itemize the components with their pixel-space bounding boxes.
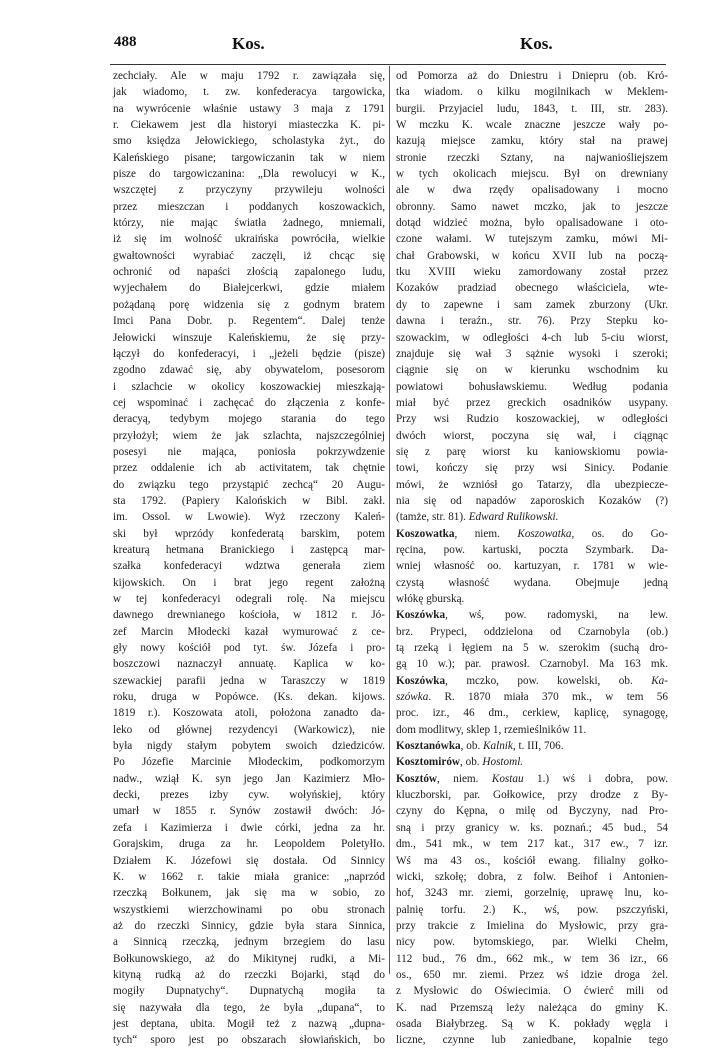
text-segment: którzy, nie mając światła żadnego, mniemali,	[113, 217, 385, 230]
text-line	[396, 951, 668, 967]
text-segment: chał Grabowski, w końcu XVII lub na począ-	[396, 249, 668, 262]
text-segment: powiatowi bohusławskiemu. Według podania	[396, 380, 668, 393]
text-line	[113, 493, 385, 509]
text-line	[113, 330, 385, 346]
text-line	[396, 231, 668, 247]
text-segment: sną i przy granicy w. ks. poznań.; 45 bud., 54	[396, 821, 668, 834]
column-divider	[389, 66, 390, 974]
text-segment: liczne, czynne lub zaniedbane, kopalnie tego	[396, 1034, 668, 1047]
text-segment: posesyi nie mająca, poniosła pokrzywdzenie	[113, 445, 385, 458]
text-segment: tych“ sporo jest po obszarach słowiańskich, bo	[113, 1034, 385, 1047]
text-line	[113, 918, 385, 934]
header-rule	[110, 64, 666, 65]
text-segment: r. Ciekawem jest dla historyi miasteczka K. pi-	[113, 119, 385, 132]
text-segment: wniej własność oo. kartuzyan, r. 1781 w wie-	[396, 560, 668, 573]
text-segment: mogiły Dupnatychy“. Dupnatychą mogiła ta	[113, 985, 385, 998]
text-segment: przez mieszczan i poddanych koszowackich,	[113, 200, 385, 213]
text-segment: cej wspominać i zachęcać do złączenia z konfe-	[113, 396, 385, 409]
text-segment: dm., 541 mk., w tem 217 kat., 317 ew., 7 izr.	[396, 838, 668, 851]
text-line	[113, 117, 385, 133]
text-segment: leko od głównej rezydencyi (Warkowicz), nie	[113, 723, 385, 736]
text-segment: kreaturą hetmana Branickiego i zastępcą mar-	[113, 543, 385, 556]
text-segment: Działem K. Józefowi się dostała. Od Sinnicy	[113, 854, 385, 867]
text-line	[113, 215, 385, 231]
text-line	[113, 477, 385, 493]
text-segment: nicy pow. bytomskiego, par. Wielki Chełm,	[396, 936, 668, 949]
entry-headword: Koszowatka	[396, 527, 455, 540]
text-line	[396, 411, 668, 427]
text-line	[113, 231, 385, 247]
text-line	[113, 722, 385, 738]
text-segment: dotąd widzieć można, było opalisadowane i oto-	[396, 217, 668, 230]
text-segment: dwóch wiorst, poczyna się wał, i ciągnąc	[396, 429, 668, 442]
text-line	[396, 803, 668, 819]
text-line	[113, 754, 385, 770]
text-line	[396, 575, 668, 591]
text-segment: os., 650 mr. ziemi. Przez wś idzie droga żel.	[396, 968, 668, 981]
text-line	[113, 607, 385, 623]
text-segment: jak wiadomo, t. zw. konfederacya targowicka,	[113, 86, 385, 99]
text-line	[396, 967, 668, 983]
text-segment: ochronić od napaści złością zapalonego ludu,	[113, 266, 385, 279]
text-line	[113, 787, 385, 803]
text-segment: miał być przez greckich osadników usypany.	[396, 396, 668, 409]
text-line	[113, 297, 385, 313]
text-segment: czystą własność wydana. Obejmuje jedną	[396, 576, 668, 589]
entry-headword: Kosztomirów	[396, 756, 461, 769]
text-line	[396, 869, 668, 885]
text-segment: sta 1792. (Papiery Kalońskich w Bibl. zakł.	[113, 494, 385, 507]
text-line	[396, 215, 668, 231]
text-line	[396, 395, 668, 411]
text-segment: przyłożył; wiem że jak szlachta, najszczególniej	[113, 429, 385, 442]
text-line	[113, 150, 385, 166]
text-segment: 1819 r.). Koszowata atoli, położona zanadto da-	[113, 707, 385, 720]
text-segment: zechciały. Ale w maju 1792 r. zawiązała się,	[113, 70, 385, 82]
text-segment: , os. do Go-	[571, 527, 668, 540]
text-line	[113, 248, 385, 264]
text-line	[396, 150, 668, 166]
text-segment: Bołkunowskiego, aż do Mikitynej rudki, a Mi-	[113, 952, 385, 965]
text-segment: jest deptana, ubita. Mogił też z nazwą „dupna-	[113, 1017, 385, 1030]
author-signature: Edward Rulikowski.	[468, 511, 559, 524]
text-segment: od Pomorza aż do Dniestru i Dniepru (ob. Kró-	[396, 70, 668, 82]
text-segment: włókę gburską.	[396, 593, 465, 605]
text-line	[396, 526, 668, 542]
text-segment: osada Białybrzeg. Są w K. pokłady węgla i	[396, 1017, 668, 1030]
text-segment: smo księdza Jełowickiego, scholastyka żyt., do	[113, 135, 385, 148]
text-segment: wyjechałem do Białejcerkwi, gdzie miałem	[113, 282, 385, 295]
text-segment: znajduje się wał 3 sążnie wysoki i szeroki;	[396, 347, 668, 360]
entry-headword: Kosztanówka	[396, 740, 461, 753]
text-line	[113, 411, 385, 427]
text-segment: rzeczką Bołkunem, jak się ma w sobio, zo	[113, 887, 385, 900]
text-segment: tą rzeką i łęgiem na 5 w. szerokim (suchą dro-	[396, 642, 668, 655]
text-segment: boszczowi naznaczył annuatę. Kaplica w ko-	[113, 658, 385, 671]
text-line	[396, 656, 668, 672]
text-line	[113, 379, 385, 395]
text-line	[396, 280, 668, 296]
text-line	[113, 705, 385, 721]
text-line	[396, 248, 668, 264]
text-line	[396, 297, 668, 313]
text-segment: stronie rzeczki Sztany, na najwaniośliejszem	[396, 151, 668, 164]
text-segment: zgodno zdawać się, aby obywatelom, posesorom	[113, 364, 385, 377]
text-line	[113, 280, 385, 296]
text-segment: kluczborski, par. Gołkowice, przy drodze z By-	[396, 789, 668, 802]
text-segment: dom modlitwy, sklep 1, rzemieślników 11.	[396, 723, 587, 736]
text-line	[396, 1016, 668, 1032]
text-segment: pożądaną porę widzenia się z godnym bratem	[113, 298, 385, 311]
text-line	[396, 133, 668, 149]
text-segment: gły nowy kościół pod tyt. św. Józefa i pro-	[113, 642, 385, 655]
text-segment: , wś, pow. radomyski, na lew.	[445, 609, 668, 622]
text-segment: szowackim, w odległości 4-ch lub 5-ciu wiorst,	[396, 331, 668, 344]
text-segment: roku, druga w Popówce. (Ks. dekan. kijows.	[113, 691, 385, 704]
text-segment: , ob.	[460, 756, 483, 769]
text-line	[396, 166, 668, 182]
text-segment: gwałtowności wyrabiać zaczęli, iż chcąc się	[113, 249, 385, 262]
text-line	[396, 477, 668, 493]
text-segment: się z parę wiorst ku kaniowskiomu powia-	[396, 445, 668, 458]
text-segment: Kalnik	[483, 740, 513, 753]
text-segment: tku XVIII wieku zamordowany został przez	[396, 266, 668, 279]
text-segment: , ob.	[460, 740, 484, 753]
text-line	[113, 853, 385, 869]
text-line	[113, 673, 385, 689]
text-segment: 1.) wś i dobra, pow.	[523, 772, 669, 785]
text-line	[396, 460, 668, 476]
text-segment: szewackiej parafii jedna w Taraszczy w 1819	[113, 674, 385, 687]
text-segment: dawna i teraźn., str. 76). Przy Stepku ko-	[396, 315, 668, 328]
text-line	[396, 542, 668, 558]
text-segment: Imci Pana Dobr. p. Regentem“. Dalej tenże	[113, 315, 385, 328]
text-line	[113, 68, 385, 84]
text-segment: czyny do Kępna, o milę od Byczyny, nad Pro-	[396, 805, 668, 818]
text-line	[113, 1000, 385, 1016]
text-segment: zefa i Kazimierza i dwie córki, jedna za hr.	[113, 821, 385, 834]
text-segment: Gorajskim, druga za hr. Leopoldem PoletyłIo.	[113, 838, 385, 851]
text-line	[396, 591, 668, 607]
text-line	[396, 1032, 668, 1048]
text-line	[113, 182, 385, 198]
text-line	[396, 1000, 668, 1016]
text-line	[113, 133, 385, 149]
text-line	[396, 313, 668, 329]
left-column	[113, 68, 385, 1049]
text-segment: a Sinnicą rzeczką, jednym brzegiem do lasu	[113, 936, 385, 949]
text-segment: hof, 3243 mr. ziemi, gorzelnię, uprawę lnu, ko-	[396, 887, 668, 900]
text-segment: Wś ma 43 os., kościół ewang. filialny gołko-	[396, 854, 668, 867]
text-segment: , mczko, pow. kowelski, ob.	[445, 674, 652, 687]
text-line	[396, 820, 668, 836]
text-line	[113, 983, 385, 999]
text-segment: zef Marcin Młodecki kazał wymurować z ce-	[113, 625, 385, 638]
text-line	[396, 853, 668, 869]
text-segment: wszystkiemi wierzchowinami po obu stronach	[113, 903, 385, 916]
text-segment: K. nad Przemszą leży należąca do gminy K.	[396, 1001, 668, 1014]
text-segment: ale w dwa rzędy opalisadowany i mocno	[396, 184, 668, 197]
text-segment: kazują miejsce zamku, który stał na prawej	[396, 135, 668, 148]
text-segment: , niem.	[437, 772, 492, 785]
text-segment: Jełowicki winszuje Kaleńskiemu, że się przy-	[113, 331, 385, 344]
text-line	[396, 117, 668, 133]
text-line	[113, 101, 385, 117]
text-segment: K. w 1662 r. takie miała granice: „naprzód	[113, 870, 385, 883]
text-segment: była nigdy stałym pobytem swoich dziedziców.	[113, 740, 385, 753]
text-segment: z Mysłowic do Oświecimia. O ćwierć mili od	[396, 985, 668, 998]
text-segment: dy to zapewne i sam zamek zburzony (Ukr.	[396, 298, 668, 311]
entry-headword: Kosztów	[396, 772, 438, 785]
text-segment: pisze do targowiczanina: „Dla rewolucyi w K.,	[113, 168, 385, 181]
text-segment: w tych okolicach miejscu. Był on drewniany	[396, 168, 668, 181]
text-line	[113, 264, 385, 280]
text-segment: deracyą, tedybym mojego starania do tego	[113, 413, 385, 426]
text-line	[113, 558, 385, 574]
entry-headword: Koszówka	[396, 674, 446, 687]
text-segment: obronny. Samo nawet mczko, jak to jeszcze	[396, 200, 668, 213]
text-line	[396, 787, 668, 803]
text-line	[396, 722, 668, 738]
text-segment: dawnego drewnianego kościoła, w 1812 r. Jó-	[113, 609, 385, 622]
text-line	[396, 738, 668, 754]
text-line	[113, 1016, 385, 1032]
text-line	[396, 68, 668, 84]
text-segment: szówka	[396, 691, 429, 704]
text-line	[113, 542, 385, 558]
text-segment: Przy wsi Rudzio koszowackiej, w odległości	[396, 413, 668, 426]
text-line	[396, 673, 668, 689]
text-line	[113, 591, 385, 607]
text-segment: towi, kończy się przy wsi Sinicy. Podanie	[396, 462, 668, 475]
text-line	[113, 84, 385, 100]
text-line	[396, 705, 668, 721]
text-segment: Hostoml.	[482, 756, 524, 769]
text-segment: . R. 1870 miała 370 mk., w tem 56	[428, 691, 668, 704]
text-line	[113, 575, 385, 591]
text-line	[113, 166, 385, 182]
text-segment: Koszowatka	[517, 527, 572, 540]
text-line	[396, 983, 668, 999]
text-line	[113, 428, 385, 444]
text-segment: iż się im wolność ukraińska powróciła, wielkie	[113, 233, 385, 246]
text-segment: im. Ossol. w Lwowie). Wyż rzeczony Kaleń-	[113, 511, 385, 524]
text-line	[396, 934, 668, 950]
text-segment: , t. III, 706.	[512, 740, 564, 753]
text-segment: mówi, że wzniósł go Tatarzy, dla ubezpiecze-	[396, 478, 668, 491]
text-segment: W mczku K. wcale znaczne jeszcze wały po-	[396, 119, 668, 132]
text-segment: w tej konfederacyi odegrali rolę. Na miejscu	[113, 593, 385, 605]
text-segment: ręcina, pow. kartuski, poczta Szymbark. Da-	[396, 543, 668, 556]
text-line	[113, 689, 385, 705]
text-segment: wicki, szkołę; dobra, z folw. Beihof i Antonien-	[396, 870, 668, 883]
text-line	[113, 444, 385, 460]
text-line	[396, 101, 668, 117]
text-segment: Kaleńskiego pisane; targowiczanin tak w niem	[113, 151, 385, 164]
text-line	[396, 379, 668, 395]
text-line	[396, 509, 668, 525]
text-segment: , niem.	[454, 527, 518, 540]
text-line	[396, 902, 668, 918]
text-line	[113, 526, 385, 542]
text-segment: wszczętej z przyczyny przywileju wolności	[113, 184, 385, 197]
text-line	[113, 869, 385, 885]
text-line	[113, 738, 385, 754]
text-line	[396, 607, 668, 623]
text-segment: burgii. Przyjaciel ludu, 1843, t. III, str. 283).	[396, 102, 668, 115]
text-segment: Po Józefie Marcinie Młodeckim, podkomorzym	[113, 756, 385, 769]
text-line	[396, 558, 668, 574]
text-line	[396, 199, 668, 215]
text-segment: Ka-	[651, 674, 668, 687]
text-line	[396, 493, 668, 509]
text-segment: Kozaków pradziad obecnego właściciela, wte-	[396, 282, 668, 295]
text-segment: i szlachcie w okolicy koszowackiej mieszkają-	[113, 380, 385, 393]
right-column	[396, 68, 668, 1049]
text-segment: nia się od napadów zaporoskich Kozaków (?)	[396, 494, 668, 507]
text-segment: nadw., wziął K. syn jego Jan Kazimierz Mło-	[113, 772, 385, 785]
text-line	[113, 967, 385, 983]
text-line	[113, 1032, 385, 1048]
text-line	[113, 313, 385, 329]
text-line	[396, 84, 668, 100]
text-line	[113, 509, 385, 525]
text-segment: przez oddalenie ich ab activitatem, tak chętnie	[113, 462, 385, 475]
text-line	[396, 428, 668, 444]
text-line	[396, 885, 668, 901]
text-segment: aż do rzeczki Sinnicy, gdzie była stara Sinnica,	[113, 919, 385, 932]
text-segment: umarł w 1855 r. Synów zostawił dwóch: Jó-	[113, 805, 385, 818]
text-line	[396, 362, 668, 378]
text-segment: się nazywała dla tego, że była „dupana“, to	[113, 1001, 385, 1014]
running-head-right: Kos.	[520, 34, 553, 53]
text-segment: ski był wprzódy konfederatą barskim, potem	[113, 527, 385, 540]
text-line	[396, 182, 668, 198]
text-line	[113, 640, 385, 656]
text-segment: ciągnie się on w kierunku wschodnim ku	[396, 364, 668, 377]
text-line	[396, 771, 668, 787]
text-line	[113, 624, 385, 640]
text-line	[113, 885, 385, 901]
text-line	[396, 918, 668, 934]
text-line	[113, 395, 385, 411]
text-line	[113, 362, 385, 378]
text-segment: tka wiadom. o kilku mogilnikach w Meklem-	[396, 86, 668, 99]
text-line	[113, 199, 385, 215]
text-line	[113, 934, 385, 950]
text-line	[113, 771, 385, 787]
entry-headword: Koszówka	[396, 609, 446, 622]
text-line	[396, 836, 668, 852]
text-line	[113, 656, 385, 672]
text-segment: palnię torfu. 2.) K., wś, pow. pszczyński,	[396, 903, 668, 916]
text-line	[113, 460, 385, 476]
text-line	[113, 951, 385, 967]
running-head-left: Kos.	[232, 34, 265, 53]
text-line	[113, 820, 385, 836]
text-segment: przy trakcie z Imielina do Mysłowic, przy gra-	[396, 919, 668, 932]
text-line	[396, 444, 668, 460]
text-segment: proc. izr., 46 dm., cerkiew, kaplicę, synagogę,	[396, 707, 668, 720]
text-line	[113, 836, 385, 852]
text-segment: Kostau	[491, 772, 524, 785]
text-segment: szałka konfederacyi wdztwa generała ziem	[113, 560, 385, 573]
text-segment: decki, prezes izby cyw. wołyńskiej, który	[113, 789, 385, 802]
text-segment: kijowskich. On i brat jego regent założną	[113, 576, 385, 589]
text-line	[113, 346, 385, 362]
text-line	[396, 346, 668, 362]
text-line	[396, 624, 668, 640]
text-segment: 112 bud., 76 dm., 662 mk., w tem 36 izr., 66	[396, 952, 668, 965]
page-number: 488	[114, 34, 137, 50]
text-line	[113, 803, 385, 819]
text-segment: czone wałami. W tutejszym zamku, mówi Mi-	[396, 233, 668, 246]
text-line	[396, 640, 668, 656]
text-segment: gą 10 w.); par. prawosł. Czarnobyl. Ma 163 mk.	[396, 658, 668, 671]
text-line	[396, 689, 668, 705]
text-line	[113, 902, 385, 918]
text-segment: do związku tego przystąpić zechcą“ 20 Augu-	[113, 478, 385, 491]
text-line	[396, 264, 668, 280]
text-line	[396, 754, 668, 770]
text-segment: brz. Prypeci, oddzielona od Czarnobyla (ob.)	[396, 625, 668, 638]
text-line	[396, 330, 668, 346]
text-segment: na wywrócenie właśnie ustawy 3 maja z 1791	[113, 102, 385, 115]
text-segment: (tamże, str. 81).	[396, 511, 469, 524]
text-segment: łączył do konfederacyi, i „jeżeli będzie (pisze)	[113, 347, 385, 360]
text-segment: kityną rudką aż do rzeczki Bojarki, stąd do	[113, 968, 385, 981]
